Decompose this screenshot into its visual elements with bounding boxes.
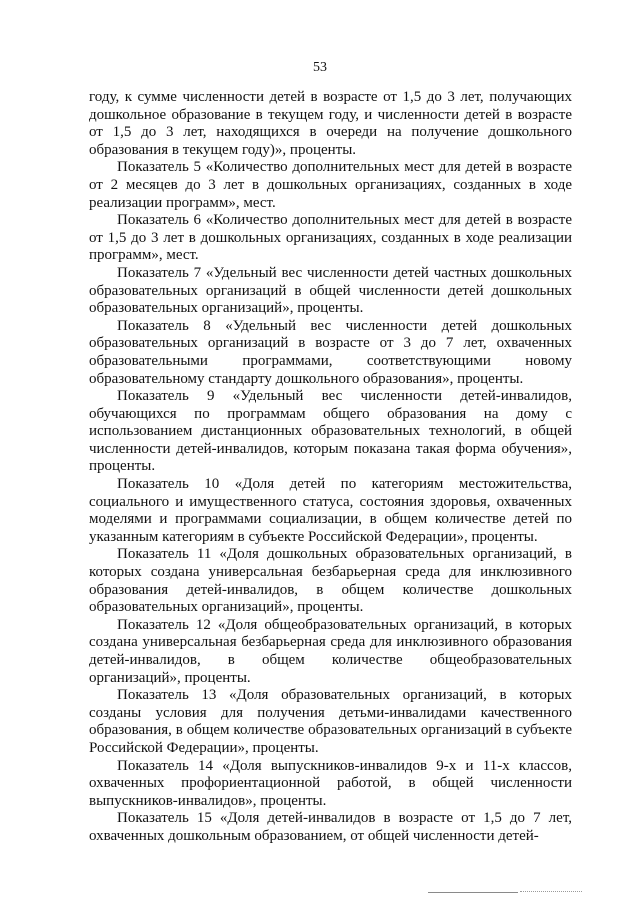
footer-dotted-rule: [520, 891, 582, 892]
paragraph-indicator-14: Показатель 14 «Доля выпускников-инвалидов 9-х и 11-х классов, охваченных профориентационной работой, в общей численности выпускников-инвалидов», проценты.: [89, 757, 572, 809]
page-number: 53: [313, 60, 327, 75]
paragraph-indicator-10: Показатель 10 «Доля детей по категориям местожительства, социального и имущественного статуса, состояния здоровья, охваченных моделями и программами социализации, в общем количестве детей по указанным категориям в субъекте Российской Федерации», проценты.: [89, 476, 572, 545]
paragraph-indicator-5: Показатель 5 «Количество дополнительных мест для детей в возрасте от 2 месяцев до 3 лет в дошкольных организациях, созданных в ходе реализации программ», мест.: [89, 159, 572, 211]
paragraph-indicator-9: Показатель 9 «Удельный вес численности детей-инвалидов, обучающихся по программам общего образования на дому с использованием дистанционных образовательных технологий, в общей численности детей-инвалидов, которым показана такая форма обучения», проценты.: [89, 388, 572, 475]
footer-rule: [428, 892, 518, 893]
paragraph-indicator-6: Показатель 6 «Количество дополнительных мест для детей в возрасте от 1,5 до 3 лет в дошкольных организациях, созданных в ходе реализации программ», мест.: [89, 212, 572, 264]
paragraph-indicator-8: Показатель 8 «Удельный вес численности детей дошкольных образовательных организаций в возрасте от 3 до 7 лет, охваченных образовательными программами, соответствующими новому образовательному стандарту дошкольного образования», проценты.: [89, 317, 572, 387]
document-body: [89, 89, 572, 846]
paragraph-indicator-12: Показатель 12 «Доля общеобразовательных организаций, в которых создана универсальная безбарьерная среда для инклюзивного образования детей-инвалидов, в общем количестве общеобразовательных организаций», проценты.: [89, 616, 572, 686]
paragraph-indicator-15: Показатель 15 «Доля детей-инвалидов в возрасте от 1,5 до 7 лет, охваченных дошкольным образованием, от общей численности детей-: [89, 810, 572, 844]
paragraph-indicator-13: Показатель 13 «Доля образовательных организаций, в которых созданы условия для получения детьми-инвалидами качественного образования, в общем количестве образовательных организаций в субъекте Российской Федерации», проценты.: [89, 687, 572, 756]
paragraph-indicator-11: Показатель 11 «Доля дошкольных образовательных организаций, в которых создана универсальная безбарьерная среда для инклюзивного образования детей-инвалидов, в общем количестве дошкольных образовательных организаций», проценты.: [89, 546, 572, 616]
paragraph-indicator-7: Показатель 7 «Удельный вес численности детей частных дошкольных образовательных организаций в общей численности детей дошкольных образовательных организаций», проценты.: [89, 264, 572, 317]
paragraph-continuation: году, к сумме численности детей в возрасте от 1,5 до 3 лет, получающих дошкольное образование в текущем году, и численности детей в возрасте от 1,5 до 3 лет, находящихся в очереди на получение дошкольного образования в текущем году)», проценты.: [89, 89, 572, 158]
